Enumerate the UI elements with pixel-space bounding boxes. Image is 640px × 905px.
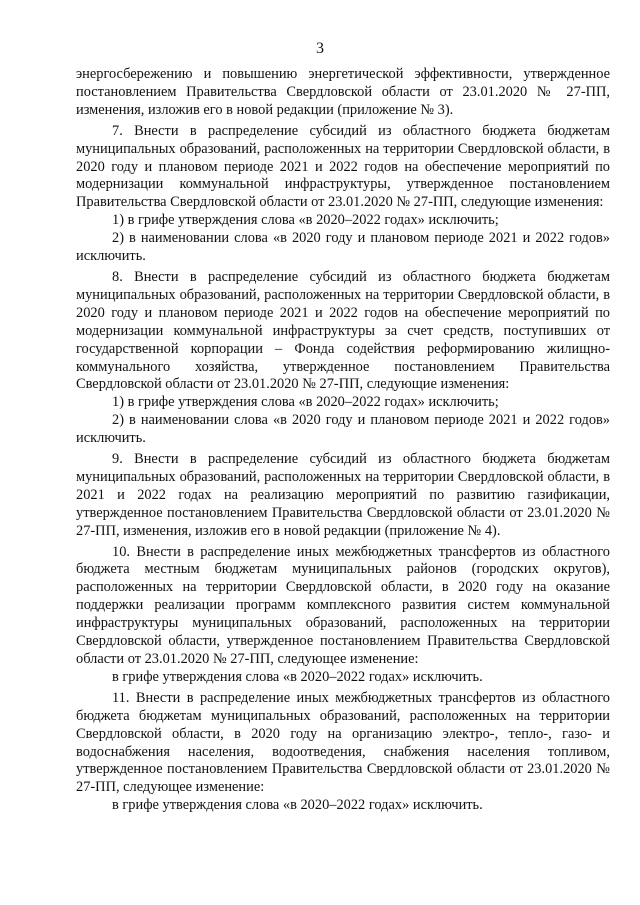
paragraph-item-7-sub-1: 1) в грифе утверждения слова «в 2020–2022 годах» исключить; xyxy=(112,212,499,229)
paragraph-item-8: 8. Внести в распределение субсидий из областного бюджета бюджетам муниципальных образований, расположенных на территории Свердловской области, в 2020 году и плановом периоде 2021 и 2022 годов на обеспечение мероприятий по модернизации коммунальной инфраструктуры за счет средств, поступивших от государственной корпорации – Фонда содействия реформированию жилищно-коммунального хозяйства, утвержденное постановлением Правительства Свердловской области от 23.01.2020 № 27-ПП, следующие изменения: xyxy=(76,268,610,393)
paragraph-item-11-change: в грифе утверждения слова «в 2020–2022 годах» исключить. xyxy=(112,797,483,814)
page-number: 3 xyxy=(316,40,324,57)
paragraph-item-9: 9. Внести в распределение субсидий из областного бюджета бюджетам муниципальных образований, расположенных на территории Свердловской области, в 2021 и 2022 годах на реализацию мероприятий по развитию газификации, утвержденное постановлением Правительства Свердловской области от 23.01.2020 № 27-ПП, изменения, изложив его в новой редакции (приложение № 4). xyxy=(76,451,610,539)
paragraph-continuation: энергосбережению и повышению энергетической эффективности, утвержденное постановлением Правительства Свердловской области от 23.01.2020 № 27-ПП, изменения, изложив его в новой редакции (приложение № 3). xyxy=(76,66,610,118)
paragraph-item-8-sub-2: 2) в наименовании слова «в 2020 году и плановом периоде 2021 и 2022 годов» исключить. xyxy=(76,412,610,447)
paragraph-item-10-change: в грифе утверждения слова «в 2020–2022 годах» исключить. xyxy=(112,668,483,685)
paragraph-item-7-sub-2: 2) в наименовании слова «в 2020 году и плановом периоде 2021 и 2022 годов» исключить. xyxy=(76,230,610,265)
paragraph-item-10: 10. Внести в распределение иных межбюджетных трансфертов из областного бюджета местным бюджетам муниципальных районов (городских округов), расположенных на территории Свердловской области, в 2020 году на оказание поддержки реализации программ комплексного развития систем коммунальной инфраструктуры муниципальных образований, расположенных на территории Свердловской области, утвержденное постановлением Правительства Свердловской области от 23.01.2020 № 27-ПП, следующее изменение: xyxy=(76,543,610,667)
paragraph-item-11: 11. Внести в распределение иных межбюджетных трансфертов из областного бюджета бюджетам муниципальных образований, расположенных на территории Свердловской области, в 2020 году на организацию электро-, тепло-, газо- и водоснабжения населения, водоотведения, снабжения населения топливом, утвержденное постановлением Правительства Свердловской области от 23.01.2020 № 27-ПП, следующее изменение: xyxy=(76,689,610,796)
document-body xyxy=(76,66,610,815)
paragraph-item-7: 7. Внести в распределение субсидий из областного бюджета бюджетам муниципальных образований, расположенных на территории Свердловской области, в 2020 году и плановом периоде 2021 и 2022 годов на обеспечение мероприятий по модернизации коммунальной инфраструктуры, утвержденное постановлением Правительства Свердловской области от 23.01.2020 № 27-ПП, следующие изменения: xyxy=(76,122,610,211)
paragraph-item-8-sub-1: 1) в грифе утверждения слова «в 2020–2022 годах» исключить; xyxy=(112,394,499,411)
